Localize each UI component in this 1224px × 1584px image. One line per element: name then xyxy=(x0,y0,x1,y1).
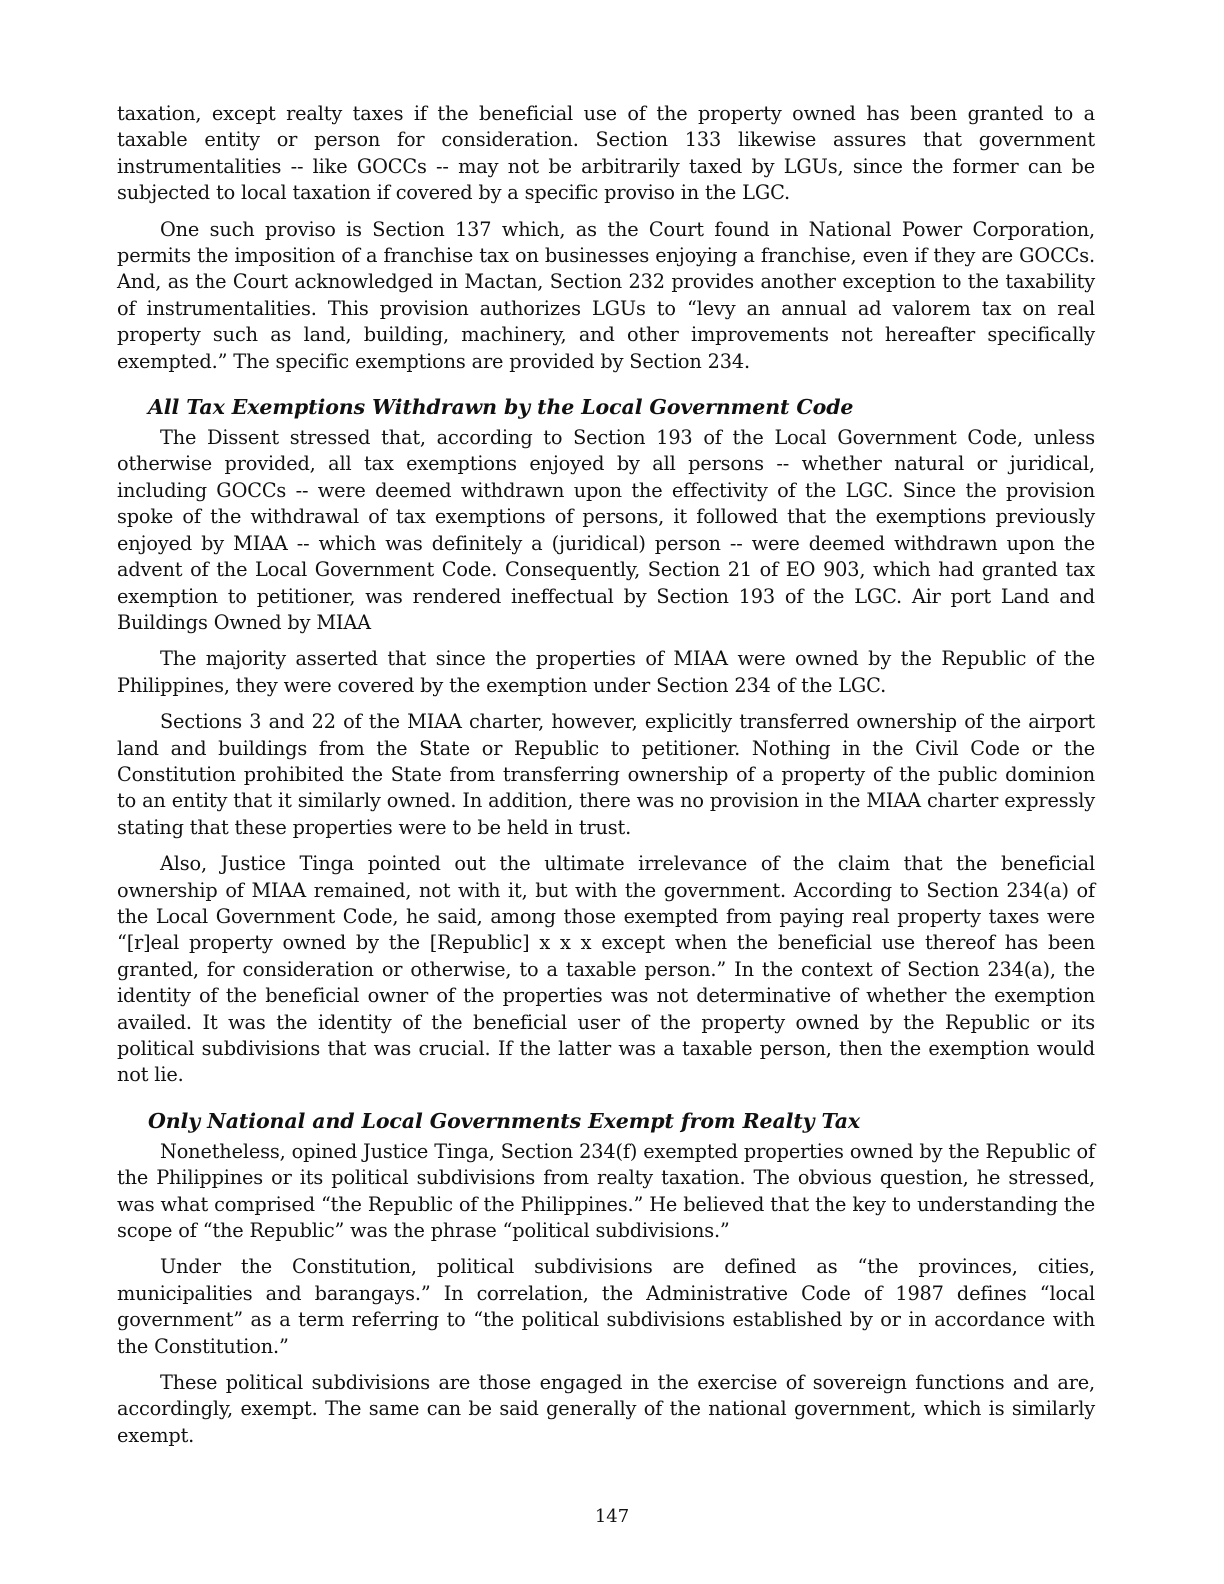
paragraph: These political subdivisions are those engaged in the exercise of sovereign functions and are, accordingly, exempt. The same can be said generally of the national government, which is similarly exempt. xyxy=(117,1371,1095,1447)
page-number: 147 xyxy=(594,1506,630,1527)
paragraph: The Dissent stressed that, according to Section 193 of the Local Government Code, unless otherwise provided, all tax exemptions enjoyed by all persons -- whether natural or juridical, including GOCCs -- were deemed withdrawn upon the effectivity of the LGC. Since the provision spoke of the withdrawal of tax exemptions of persons, it followed that the exemptions previously enjoyed by MIAA -- which was definitely a (juridical) person -- were deemed withdrawn upon the advent of the Local Government Code. Consequently, Section 21 of EO 903, which had granted tax exemption to petitioner, was rendered ineffectual by Section 193 of the LGC. Air port Land and Buildings Owned by MIAA xyxy=(117,426,1095,634)
paragraph: Also, Justice Tinga pointed out the ultimate irrelevance of the claim that the beneficial ownership of MIAA remained, not with it, but with the government. According to Section 234(a) of the Local Government Code, he said, among those exempted from paying real property taxes were “[r]eal property owned by the [Republic] x x x except when the beneficial use thereof has been granted, for consideration or otherwise, to a taxable person.” In the context of Section 234(a), the identity of the beneficial owner of the properties was not determinative of whether the exemption availed. It was the identity of the beneficial user of the property owned by the Republic or its political subdivisions that was crucial. If the latter was a taxable person, then the exemption would not lie. xyxy=(117,852,1095,1087)
paragraph: Sections 3 and 22 of the MIAA charter, however, explicitly transferred ownership of the airport land and buildings from the State or Republic to petitioner. Nothing in the Civil Code or the Constitution prohibited the State from transferring ownership of a property of the public dominion to an entity that it similarly owned. In addition, there was no provision in the MIAA charter expressly stating that these properties were to be held in trust. xyxy=(117,710,1095,839)
document-page xyxy=(117,101,1095,1459)
paragraph: taxation, except realty taxes if the beneficial use of the property owned has been granted to a taxable entity or person for consideration. Section 133 likewise assures that government instrumentalities -- like GOCCs -- may not be arbitrarily taxed by LGUs, since the former can be subjected to local taxation if covered by a specific proviso in the LGC. xyxy=(117,102,1095,205)
paragraph: The majority asserted that since the properties of MIAA were owned by the Republic of the Philippines, they were covered by the exemption under Section 234 of the LGC. xyxy=(117,647,1095,697)
paragraph: One such proviso is Section 137 which, as the Court found in National Power Corporation, permits the imposition of a franchise tax on businesses enjoying a franchise, even if they are GOCCs. And, as the Court acknowledged in Mactan, Section 232 provides another exception to the taxability of instrumentalities. This provision authorizes LGUs to “levy an annual ad valorem tax on real property such as land, building, machinery, and other improvements not hereafter specifically exempted.” The specific exemptions are provided by Section 234. xyxy=(117,217,1095,373)
paragraph: Under the Constitution, political subdivisions are defined as “the provinces, cities, municipalities and barangays.” In correlation, the Administrative Code of 1987 defines “local government” as a term referring to “the political subdivisions established by or in accordance with the Constitution.” xyxy=(117,1255,1095,1358)
section-heading: All Tax Exemptions Withdrawn by the Local Government Code xyxy=(148,395,854,420)
section-heading: Only National and Local Governments Exempt from Realty Tax xyxy=(148,1108,861,1133)
paragraph: Nonetheless, opined Justice Tinga, Section 234(f) exempted properties owned by the Republic of the Philippines or its political subdivisions from realty taxation. The obvious question, he stressed, was what comprised “the Republic of the Philippines.” He believed that the key to understanding the scope of “the Republic” was the phrase “political subdivisions.” xyxy=(117,1139,1095,1243)
